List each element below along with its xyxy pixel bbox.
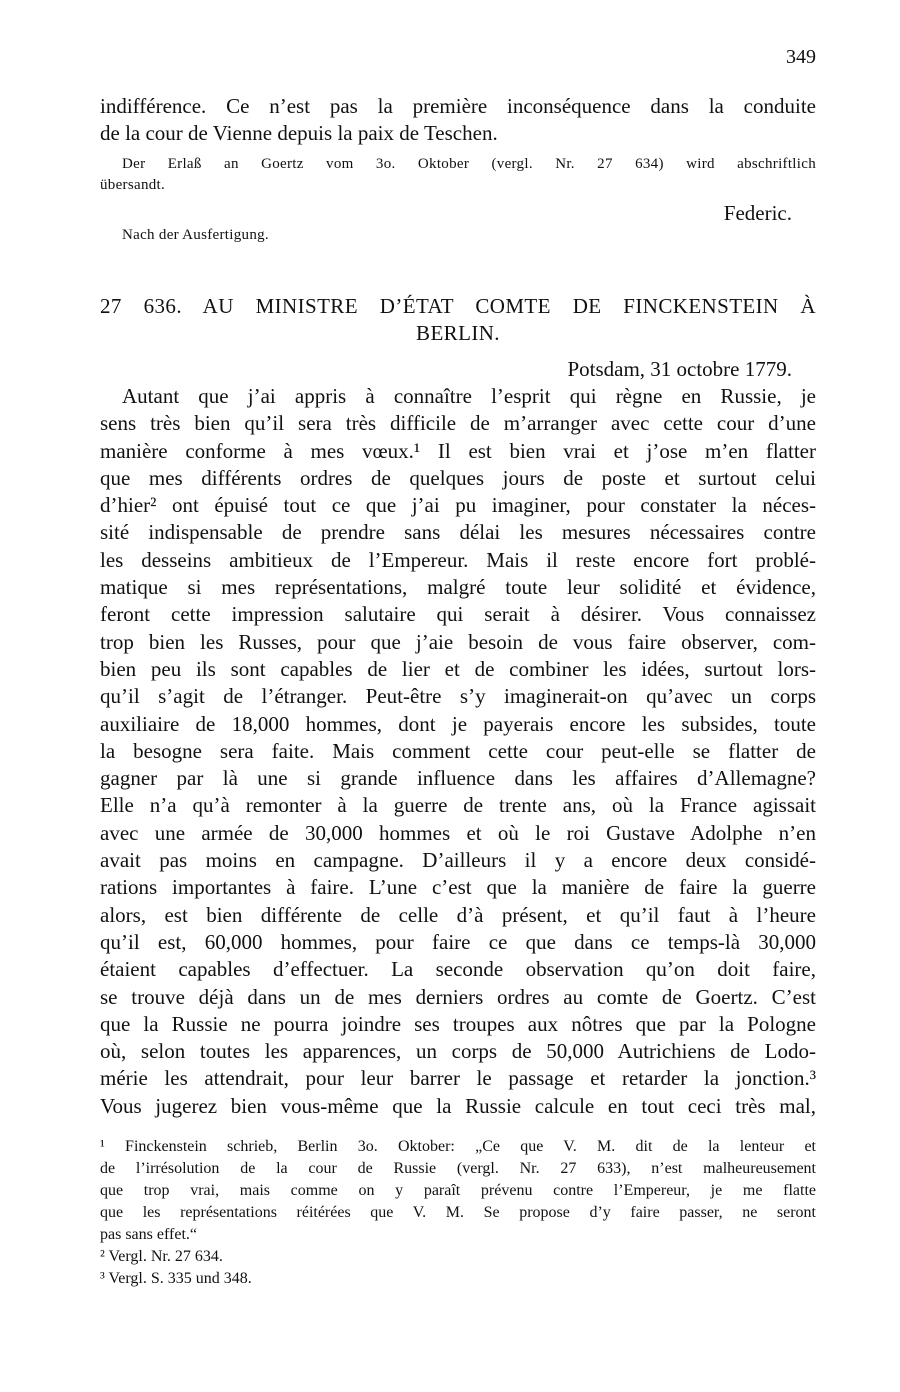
body-line: feront cette impression salutaire qui serait à désirer. Vous connaissez [100, 602, 816, 627]
letter-body [100, 383, 816, 1120]
body-line: d’hier² ont épuisé tout ce que j’ai pu imaginer, pour constater la néces- [100, 493, 816, 518]
body-line: que la Russie ne pourra joindre ses troupes aux nôtres que par la Pologne [100, 1011, 816, 1036]
body-line: Vous jugerez bien vous-même que la Russie calcule en tout ceci très mal, [100, 1093, 816, 1118]
signature: Federic. [723, 201, 792, 225]
body-line: qu’il est, 60,000 hommes, pour faire ce que dans ce temps-là 30,000 [100, 929, 816, 954]
body-line: matique si mes représentations, malgré toute leur solidité et évidence, [100, 575, 816, 600]
body-line: sité indispensable de prendre sans délai les mesures nécessaires contre [100, 520, 816, 545]
footnotes [100, 1136, 816, 1290]
footnote-line: que les représentations réitérées que V. M. Se propose d’y faire passer, ne seront [100, 1204, 816, 1221]
footnote-line: ¹ Finckenstein schrieb, Berlin 3o. Oktober: „Ce que V. M. dit de la lenteur et [100, 1138, 816, 1155]
heading-line: 27 636. AU MINISTRE D’ÉTAT COMTE DE FINCKENSTEIN À [100, 294, 816, 318]
body-line: que mes différents ordres de quelques jours de poste et surtout celui [100, 465, 816, 490]
body-line: étaient capables d’effectuer. La seconde observation qu’on doit faire, [100, 957, 816, 982]
body-line: alors, est bien différente de celle d’à présent, et qu’il faut à l’heure [100, 902, 816, 927]
page-number: 349 [786, 46, 816, 68]
intro-paragraph [100, 93, 816, 148]
body-line: Elle n’a qu’à remonter à la guerre de trente ans, où la France agissait [100, 793, 816, 818]
heading-line: BERLIN. [416, 321, 500, 345]
body-line: Autant que j’ai appris à connaître l’esprit qui règne en Russie, je [122, 384, 816, 408]
body-line: la besogne sera faite. Mais comment cette cour peut-elle se flatter de [100, 738, 816, 763]
editorial-note [100, 154, 816, 196]
footnote-line: ³ Vergl. S. 335 und 348. [100, 1270, 252, 1287]
body-line: trop bien les Russes, pour que j’aie besoin de vous faire observer, com- [100, 629, 816, 654]
text-line: de la cour de Vienne depuis la paix de Teschen. [100, 121, 498, 146]
footnote-line: pas sans effet.“ [100, 1226, 197, 1243]
body-line: sens très bien qu’il sera très difficile de m’arranger avec cette cour d’une [100, 411, 816, 436]
dateline: Potsdam, 31 octobre 1779. [567, 357, 792, 381]
body-line: auxiliaire de 18,000 hommes, dont je payerais encore les subsides, toute [100, 711, 816, 736]
body-line: où, selon toutes les apparences, un corps de 50,000 Autrichiens de Lodo- [100, 1039, 816, 1064]
body-line: rations importantes à faire. L’une c’est que la manière de faire la guerre [100, 875, 816, 900]
source-note: Nach der Ausfertigung. [122, 227, 269, 243]
body-line: les desseins ambitieux de l’Empereur. Mais il reste encore fort problé- [100, 547, 816, 572]
body-line: manière conforme à mes vœux.¹ Il est bien vrai et j’ose m’en flatter [100, 438, 816, 463]
letter-heading [100, 293, 816, 347]
footnote-line: ² Vergl. Nr. 27 634. [100, 1248, 223, 1265]
body-line: avait pas moins en campagne. D’ailleurs il y a encore deux considé- [100, 848, 816, 873]
body-line: mérie les attendrait, pour leur barrer le passage et retarder la jonction.³ [100, 1066, 816, 1091]
body-line: gagner par là une si grande influence dans les affaires d’Allemagne? [100, 766, 816, 791]
footnote-line: de l’irrésolution de la cour de Russie (vergl. Nr. 27 633), n’est malheureusement [100, 1160, 816, 1177]
body-line: qu’il s’agit de l’étranger. Peut-être s’y imaginerait-on qu’avec un corps [100, 684, 816, 709]
footnote-line: que trop vrai, mais comme on y paraît prévenu contre l’Empereur, je me flatte [100, 1182, 816, 1199]
note-line: übersandt. [100, 177, 166, 193]
body-line: bien peu ils sont capables de lier et de combiner les idées, surtout lors- [100, 656, 816, 681]
note-line: Der Erlaß an Goertz vom 3o. Oktober (vergl. Nr. 27 634) wird abschriftlich [122, 156, 816, 172]
body-line: se trouve déjà dans un de mes derniers ordres au comte de Goertz. C’est [100, 984, 816, 1009]
body-line: avec une armée de 30,000 hommes et où le roi Gustave Adolphe n’en [100, 820, 816, 845]
text-line: indifférence. Ce n’est pas la première inconséquence dans la conduite [100, 94, 816, 118]
